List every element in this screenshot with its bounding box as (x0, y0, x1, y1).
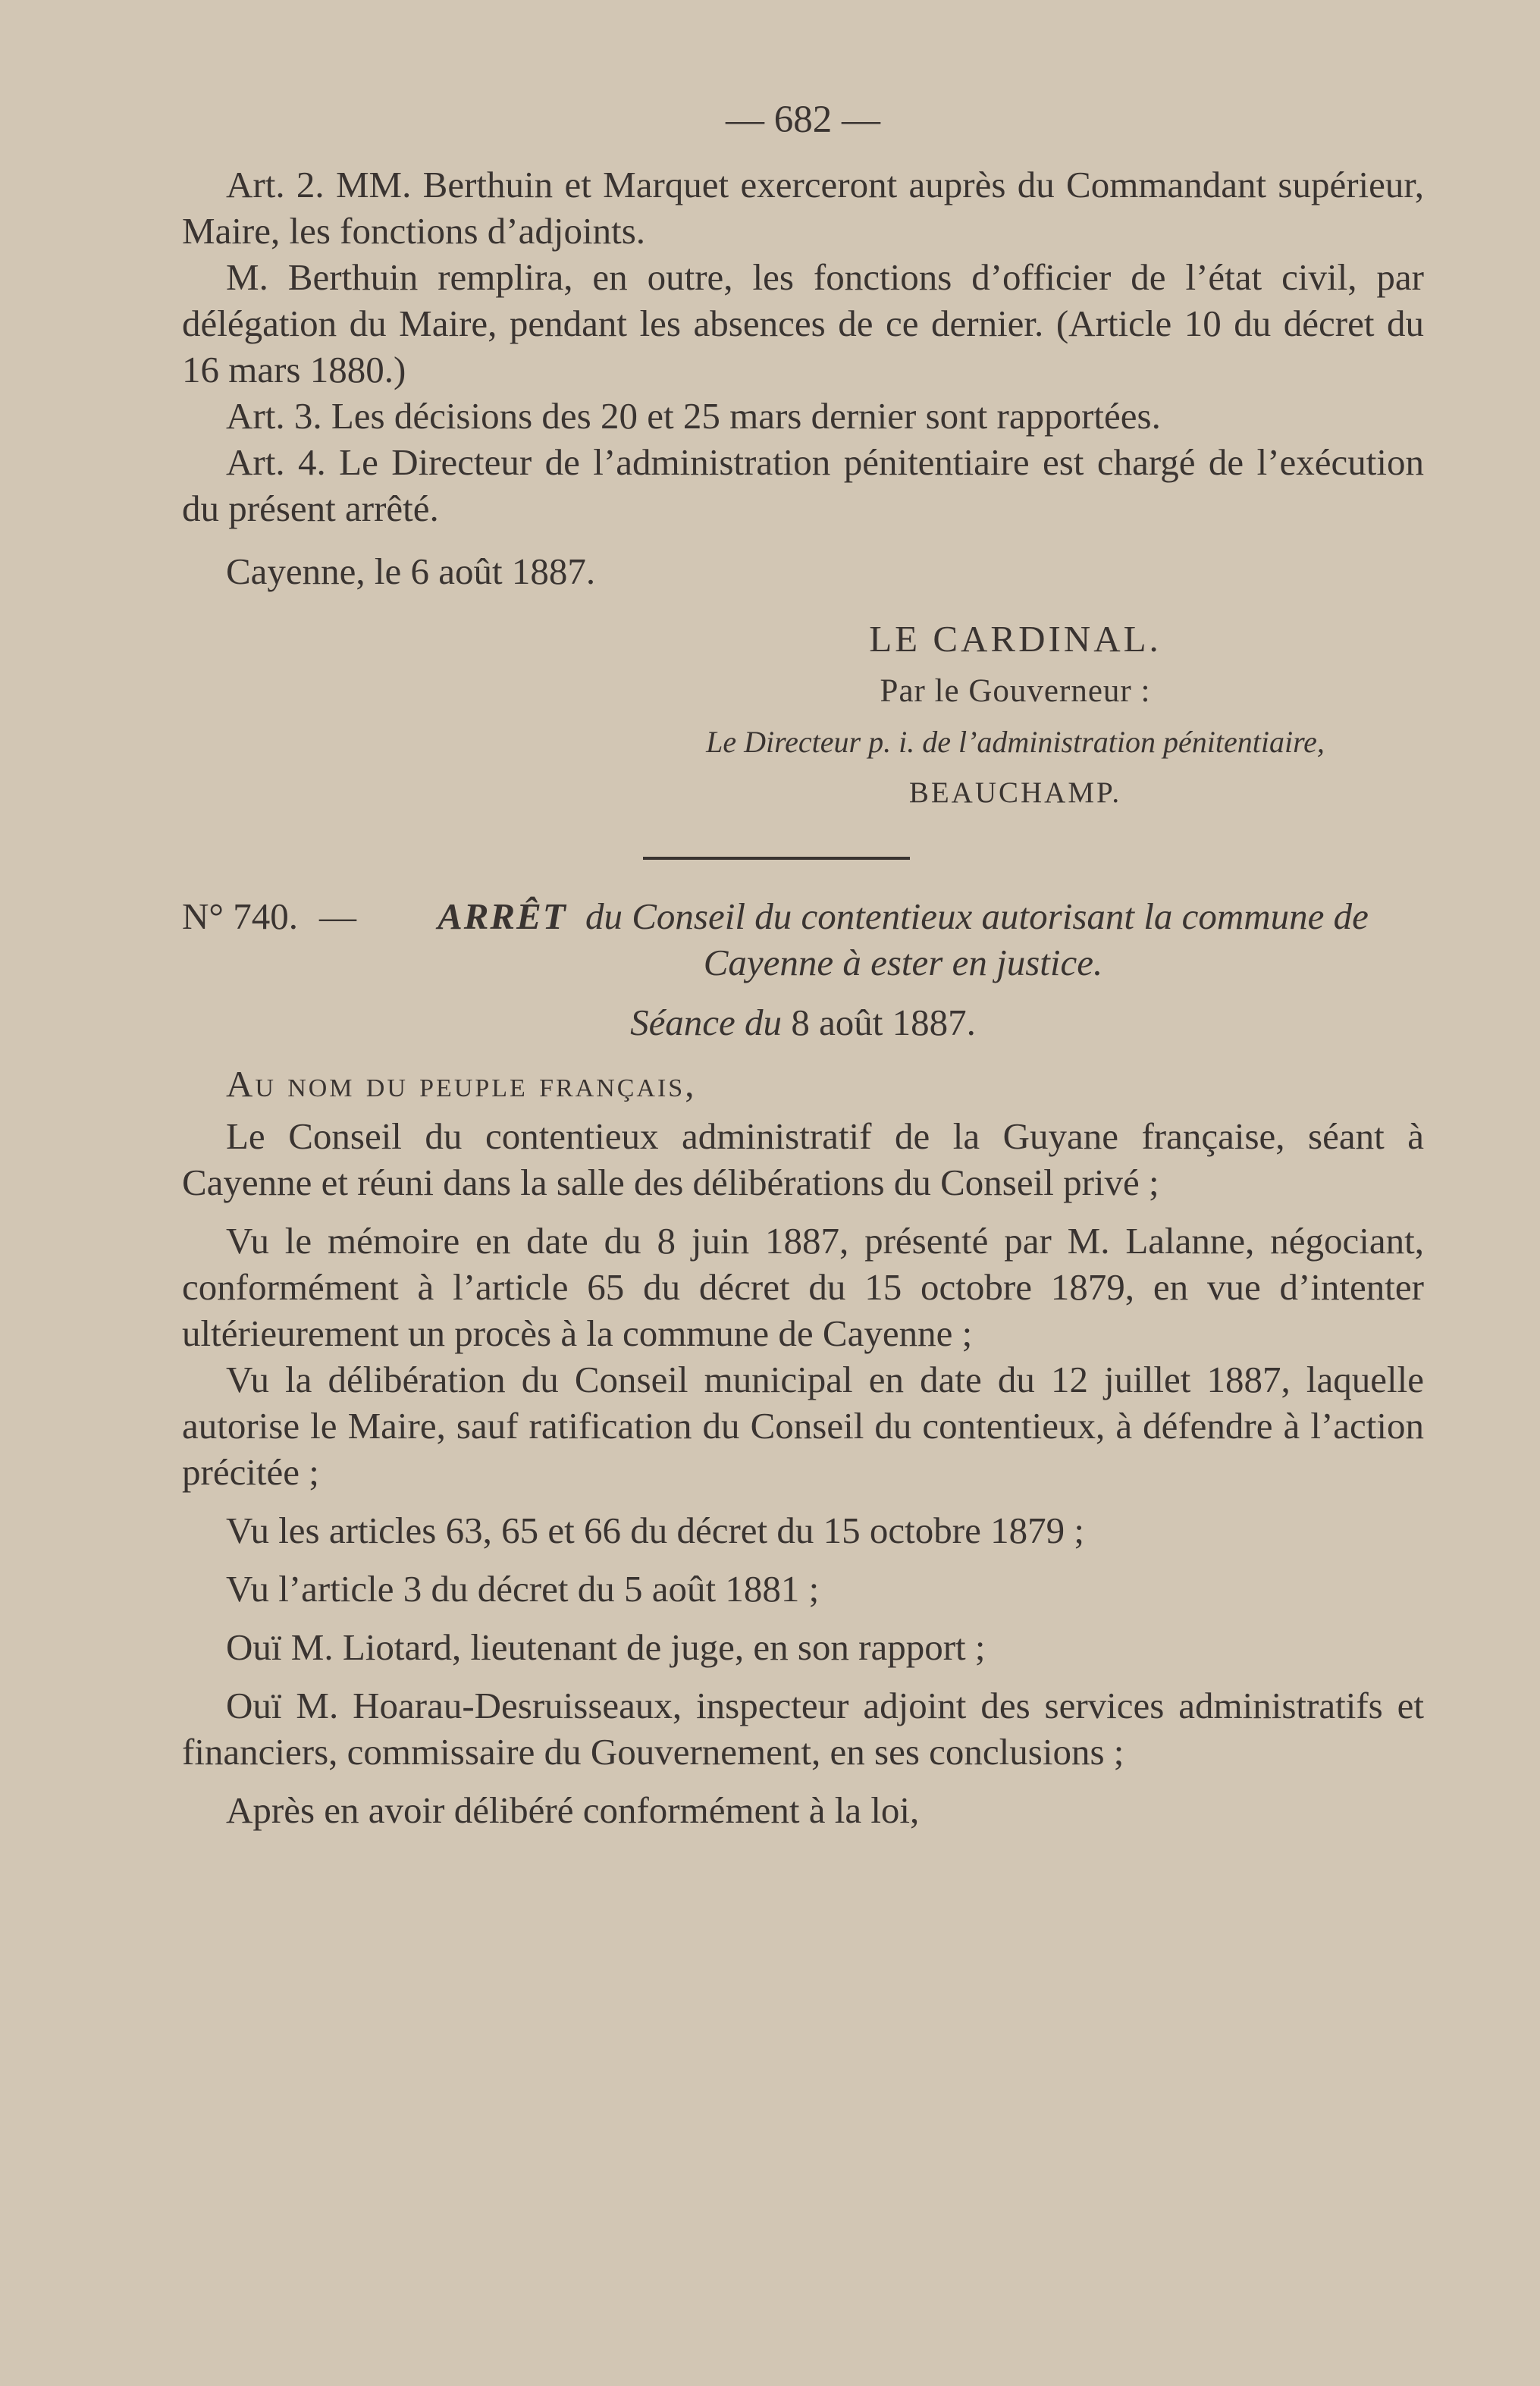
sitting-label: Séance du (630, 1002, 783, 1043)
section-divider (643, 857, 910, 860)
article-2-paragraph: Art. 2. MM. Berthuin et Marquet exerceront auprès du Commandant supérieur, Maire, les fonctions d’adjoints. (182, 164, 1424, 252)
page-number: — 682 — (726, 99, 880, 141)
liotard-paragraph: Ouï M. Liotard, lieutenant de juge, en son rapport ; (226, 1626, 986, 1668)
article-3-paragraph: Art. 3. Les décisions des 20 et 25 mars dernier sont rapportées. (226, 395, 1161, 437)
page-content (182, 97, 1424, 1833)
director-title: Le Directeur p. i. de l’administration pénitentiaire, (706, 725, 1325, 759)
director-name: BEAUCHAMP. (908, 776, 1122, 809)
council-paragraph: Le Conseil du contentieux administratif de la Guyane française, séant à Cayenne et réuni dans la salle des délibérations du Conseil privé ; (182, 1115, 1424, 1203)
article-3-decree-paragraph: Vu l’article 3 du décret du 5 août 1881 ; (226, 1568, 820, 1610)
decree-dash: — (318, 895, 356, 937)
sitting-date (182, 999, 1424, 1046)
sitting-day: 8 août 1887. (791, 1002, 976, 1043)
by-governor-line: Par le Gouverneur : (880, 673, 1151, 709)
french-people-heading: Au nom du peuple français, (226, 1063, 697, 1105)
decree-word: ARRÊT (438, 895, 567, 937)
decree-heading (182, 893, 1424, 986)
memoire-paragraph: Vu le mémoire en date du 8 juin 1887, présenté par M. Lalanne, négociant, conformément à l’article 65 du décret du 15 octobre 1879, en vue d’intenter ultérieurement un procès à la commune de Cayenne ; (182, 1220, 1424, 1354)
apres-paragraph: Après en avoir délibéré conformément à la loi, (226, 1789, 920, 1831)
place-and-date: Cayenne, le 6 août 1887. (226, 550, 596, 592)
articles-paragraph: Vu les articles 63, 65 et 66 du décret du 15 octobre 1879 ; (226, 1510, 1084, 1551)
decree-title (382, 893, 1424, 986)
signatory-name: LE CARDINAL. (869, 618, 1162, 660)
berthuin-paragraph: M. Berthuin remplira, en outre, les fonctions d’officier de l’état civil, par délégation du Maire, pendant les absences de ce dernier. (Article 10 du décret du 16 mars 1880.) (182, 256, 1424, 390)
decree-title-rest: du Conseil du contentieux autorisant la commune de Cayenne à ester en justice. (585, 895, 1369, 983)
hoarau-paragraph: Ouï M. Hoarau-Desruisseaux, inspecteur adjoint des services administratifs et financiers, commissaire du Gouvernement, en ses conclusions ; (182, 1685, 1424, 1773)
decree-number: N° 740. (182, 895, 298, 937)
deliberation-paragraph: Vu la délibération du Conseil municipal en date du 12 juillet 1887, laquelle autorise le Maire, sauf ratification du Conseil du contentieux, à défendre à l’action précitée ; (182, 1359, 1424, 1493)
signature-block (607, 616, 1424, 816)
article-4-paragraph: Art. 4. Le Directeur de l’administration pénitentiaire est chargé de l’exécution du présent arrêté. (182, 441, 1424, 529)
